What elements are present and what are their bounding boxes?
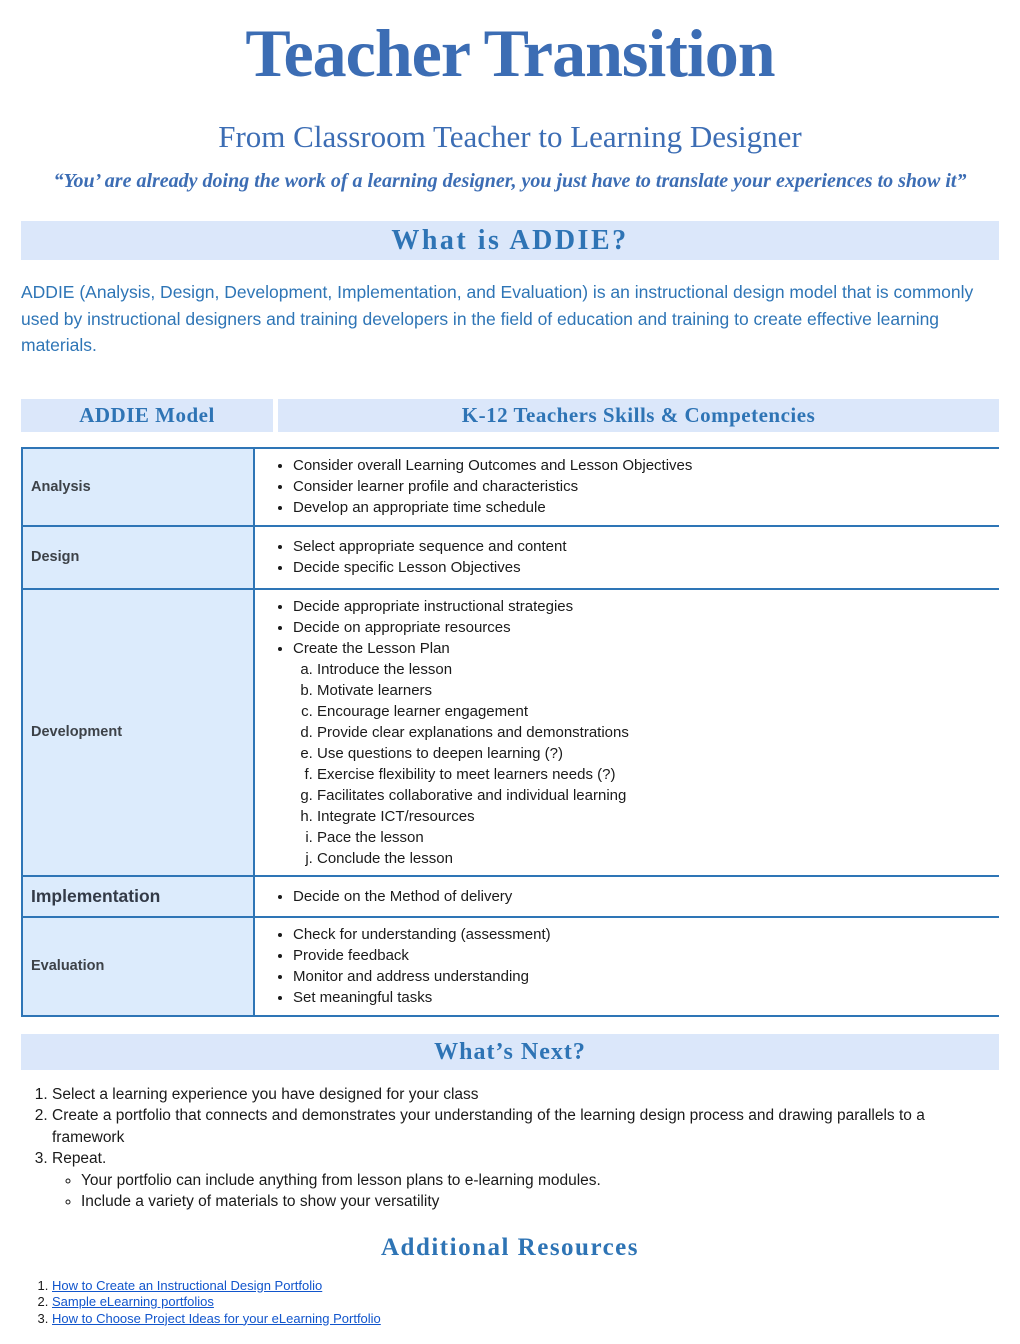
next-step-item [52, 1148, 999, 1213]
bullet-item: • Check for understanding (assessment) [293, 924, 999, 945]
table-header-skills-competencies: K-12 Teachers Skills & Competencies [278, 399, 999, 432]
lettered-item: d. Provide clear explanations and demonstrations [317, 722, 999, 743]
addie-row-content [255, 449, 999, 525]
sub-item: ◦ Your portfolio can include anything from lesson plans to e-learning modules. [81, 1170, 999, 1192]
resource-link-project-ideas[interactable]: How to Choose Project Ideas for your eLearning Portfolio [52, 1310, 381, 1326]
bullet-item: • Decide on appropriate resources [293, 617, 999, 638]
lettered-item: a. Introduce the lesson [317, 659, 999, 680]
table-header-addie-model: ADDIE Model [21, 399, 273, 432]
resource-link-portfolio-howto[interactable]: How to Create an Instructional Design Portfolio [52, 1277, 323, 1293]
addie-row-label: Evaluation [21, 918, 255, 1015]
resource-item [52, 1278, 999, 1295]
bullet-item: • Consider learner profile and characteristics [293, 476, 999, 497]
addie-row-label: Design [21, 527, 255, 588]
resources-list [21, 1278, 999, 1328]
table-row-design [21, 527, 999, 590]
lettered-item: j. Conclude the lesson [317, 848, 999, 869]
table-row-development [21, 590, 999, 877]
bullet-item: • Decide on the Method of delivery [293, 886, 999, 907]
lettered-item: g. Facilitates collaborative and individual learning [317, 785, 999, 806]
repeat-sublist [52, 1170, 999, 1213]
section-heading-whats-next: What’s Next? [21, 1034, 999, 1070]
addie-row-label: Analysis [21, 449, 255, 525]
resource-link-sample-portfolios[interactable]: Sample eLearning portfolios [52, 1294, 214, 1309]
page-title: Teacher Transition [245, 15, 775, 91]
bullet-item: • Set meaningful tasks [293, 987, 999, 1008]
lettered-item: h. Integrate ICT/resources [317, 806, 999, 827]
next-step-item: 2. Create a portfolio that connects and demonstrates your understanding of the learning design process and drawing parallels to a framework [52, 1105, 999, 1148]
lettered-item: c. Encourage learner engagement [317, 701, 999, 722]
resource-item [52, 1311, 999, 1328]
addie-row-content [255, 527, 999, 588]
section-heading-what-is-addie: What is ADDIE? [21, 221, 999, 260]
table-row-analysis [21, 449, 999, 527]
addie-description-paragraph: ADDIE (Analysis, Design, Development, Implementation, and Evaluation) is an instructional design model that is commonly used by instructional designers and training developers in the field of education and training to create effective learning materials. [21, 282, 974, 355]
sub-item: ◦ Include a variety of materials to show your versatility [81, 1191, 999, 1213]
whats-next-list [21, 1084, 999, 1213]
bullet-item: • Monitor and address understanding [293, 966, 999, 987]
addie-table-header [21, 399, 999, 432]
next-step-text: Repeat. [52, 1150, 107, 1167]
addie-row-content [255, 590, 999, 875]
table-row-evaluation [21, 918, 999, 1017]
bullet-item: • Select appropriate sequence and content [293, 536, 999, 557]
next-step-item: 1. Select a learning experience you have designed for your class [52, 1084, 999, 1106]
resource-item [52, 1294, 999, 1311]
bullet-item: • Consider overall Learning Outcomes and Lesson Objectives [293, 455, 999, 476]
bullet-item: • Provide feedback [293, 945, 999, 966]
lettered-item: f. Exercise flexibility to meet learners needs (?) [317, 764, 999, 785]
bullet-item: • Decide appropriate instructional strategies [293, 596, 999, 617]
addie-row-label: Development [21, 590, 255, 875]
bullet-item: • Decide specific Lesson Objectives [293, 557, 999, 578]
lettered-item: b. Motivate learners [317, 680, 999, 701]
addie-row-content [255, 918, 999, 1015]
section-heading-additional-resources: Additional Resources [380, 1233, 640, 1261]
document-page [0, 14, 1020, 1327]
bullet-item: • Create the Lesson Plan [293, 638, 999, 659]
page-subtitle: From Classroom Teacher to Learning Designer [218, 119, 802, 154]
addie-row-content [255, 877, 999, 916]
addie-table [21, 447, 999, 1017]
bullet-item: • Develop an appropriate time schedule [293, 497, 999, 518]
addie-row-label: Implementation [21, 877, 255, 916]
lettered-item: i. Pace the lesson [317, 827, 999, 848]
lesson-plan-steps [255, 659, 999, 869]
lettered-item: e. Use questions to deepen learning (?) [317, 743, 999, 764]
inspirational-quote: “You’ are already doing the work of a learning designer, you just have to translate your experiences to show it” [53, 170, 967, 192]
table-row-implementation [21, 877, 999, 918]
